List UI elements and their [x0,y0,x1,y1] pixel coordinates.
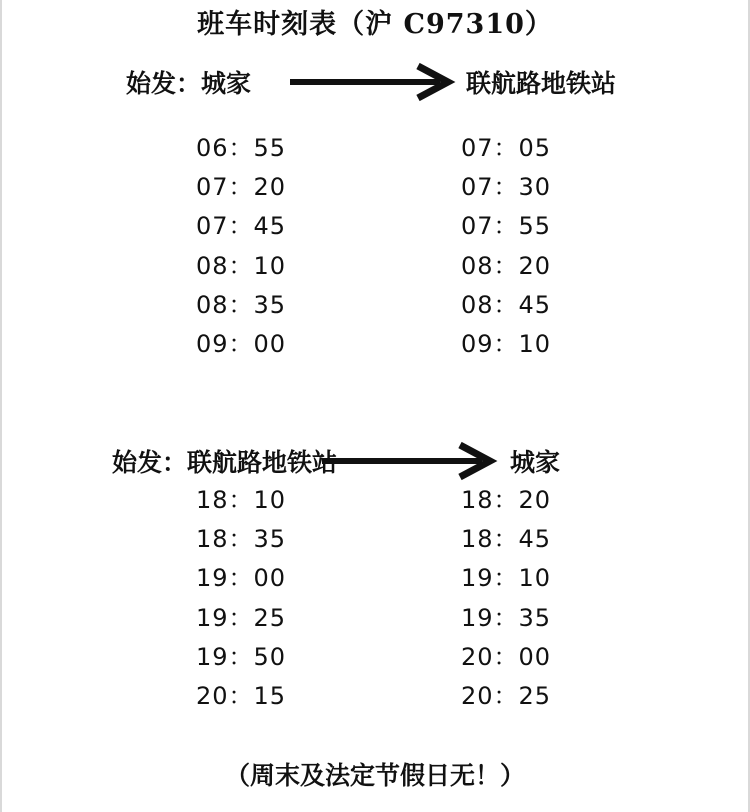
time-entry: 09：00 [196,329,287,358]
time-entry: 20：15 [196,681,287,710]
morning-departure-times [196,129,286,364]
time-entry: 19：25 [196,603,287,632]
time-entry: 18：10 [196,486,287,514]
time-entry: 07：45 [196,212,287,241]
time-entry: 08：20 [461,251,552,280]
morning-destination: 联航路地铁站 [466,69,617,98]
arrow-right-icon [322,441,502,481]
time-entry: 07：20 [196,173,287,202]
morning-arrival-times [461,129,551,364]
time-entry: 08：35 [196,290,287,319]
evening-departure-times [196,481,286,716]
time-entry: 20：00 [461,642,552,671]
left-border [0,0,2,812]
time-entry: 07：05 [461,134,552,162]
time-entry: 19：10 [461,564,552,593]
time-entry: 20：25 [461,681,552,710]
time-entry: 09：10 [461,329,552,358]
arrow-right-icon [290,62,460,102]
evening-arrival-times [461,481,551,716]
time-entry: 08：45 [461,290,552,319]
morning-route-header [0,64,750,104]
time-entry: 07：55 [461,212,552,241]
holiday-notice: （周末及法定节假日无！） [224,761,525,790]
time-entry: 18：35 [196,525,287,554]
time-entry: 19：00 [196,564,287,593]
time-entry: 08：10 [196,251,287,280]
morning-origin: 始发：城家 [126,69,252,98]
time-entry: 06：55 [196,134,287,162]
time-entry: 18：20 [461,486,552,514]
page-title: 班车时刻表（沪 C97310） [197,9,553,40]
evening-route-header [0,443,750,483]
time-entry: 18：45 [461,525,552,554]
evening-destination: 城家 [510,448,561,477]
time-entry: 19：35 [461,603,552,632]
evening-origin: 始发：联航路地铁站 [112,448,338,477]
time-entry: 07：30 [461,173,552,202]
time-entry: 19：50 [196,642,287,671]
